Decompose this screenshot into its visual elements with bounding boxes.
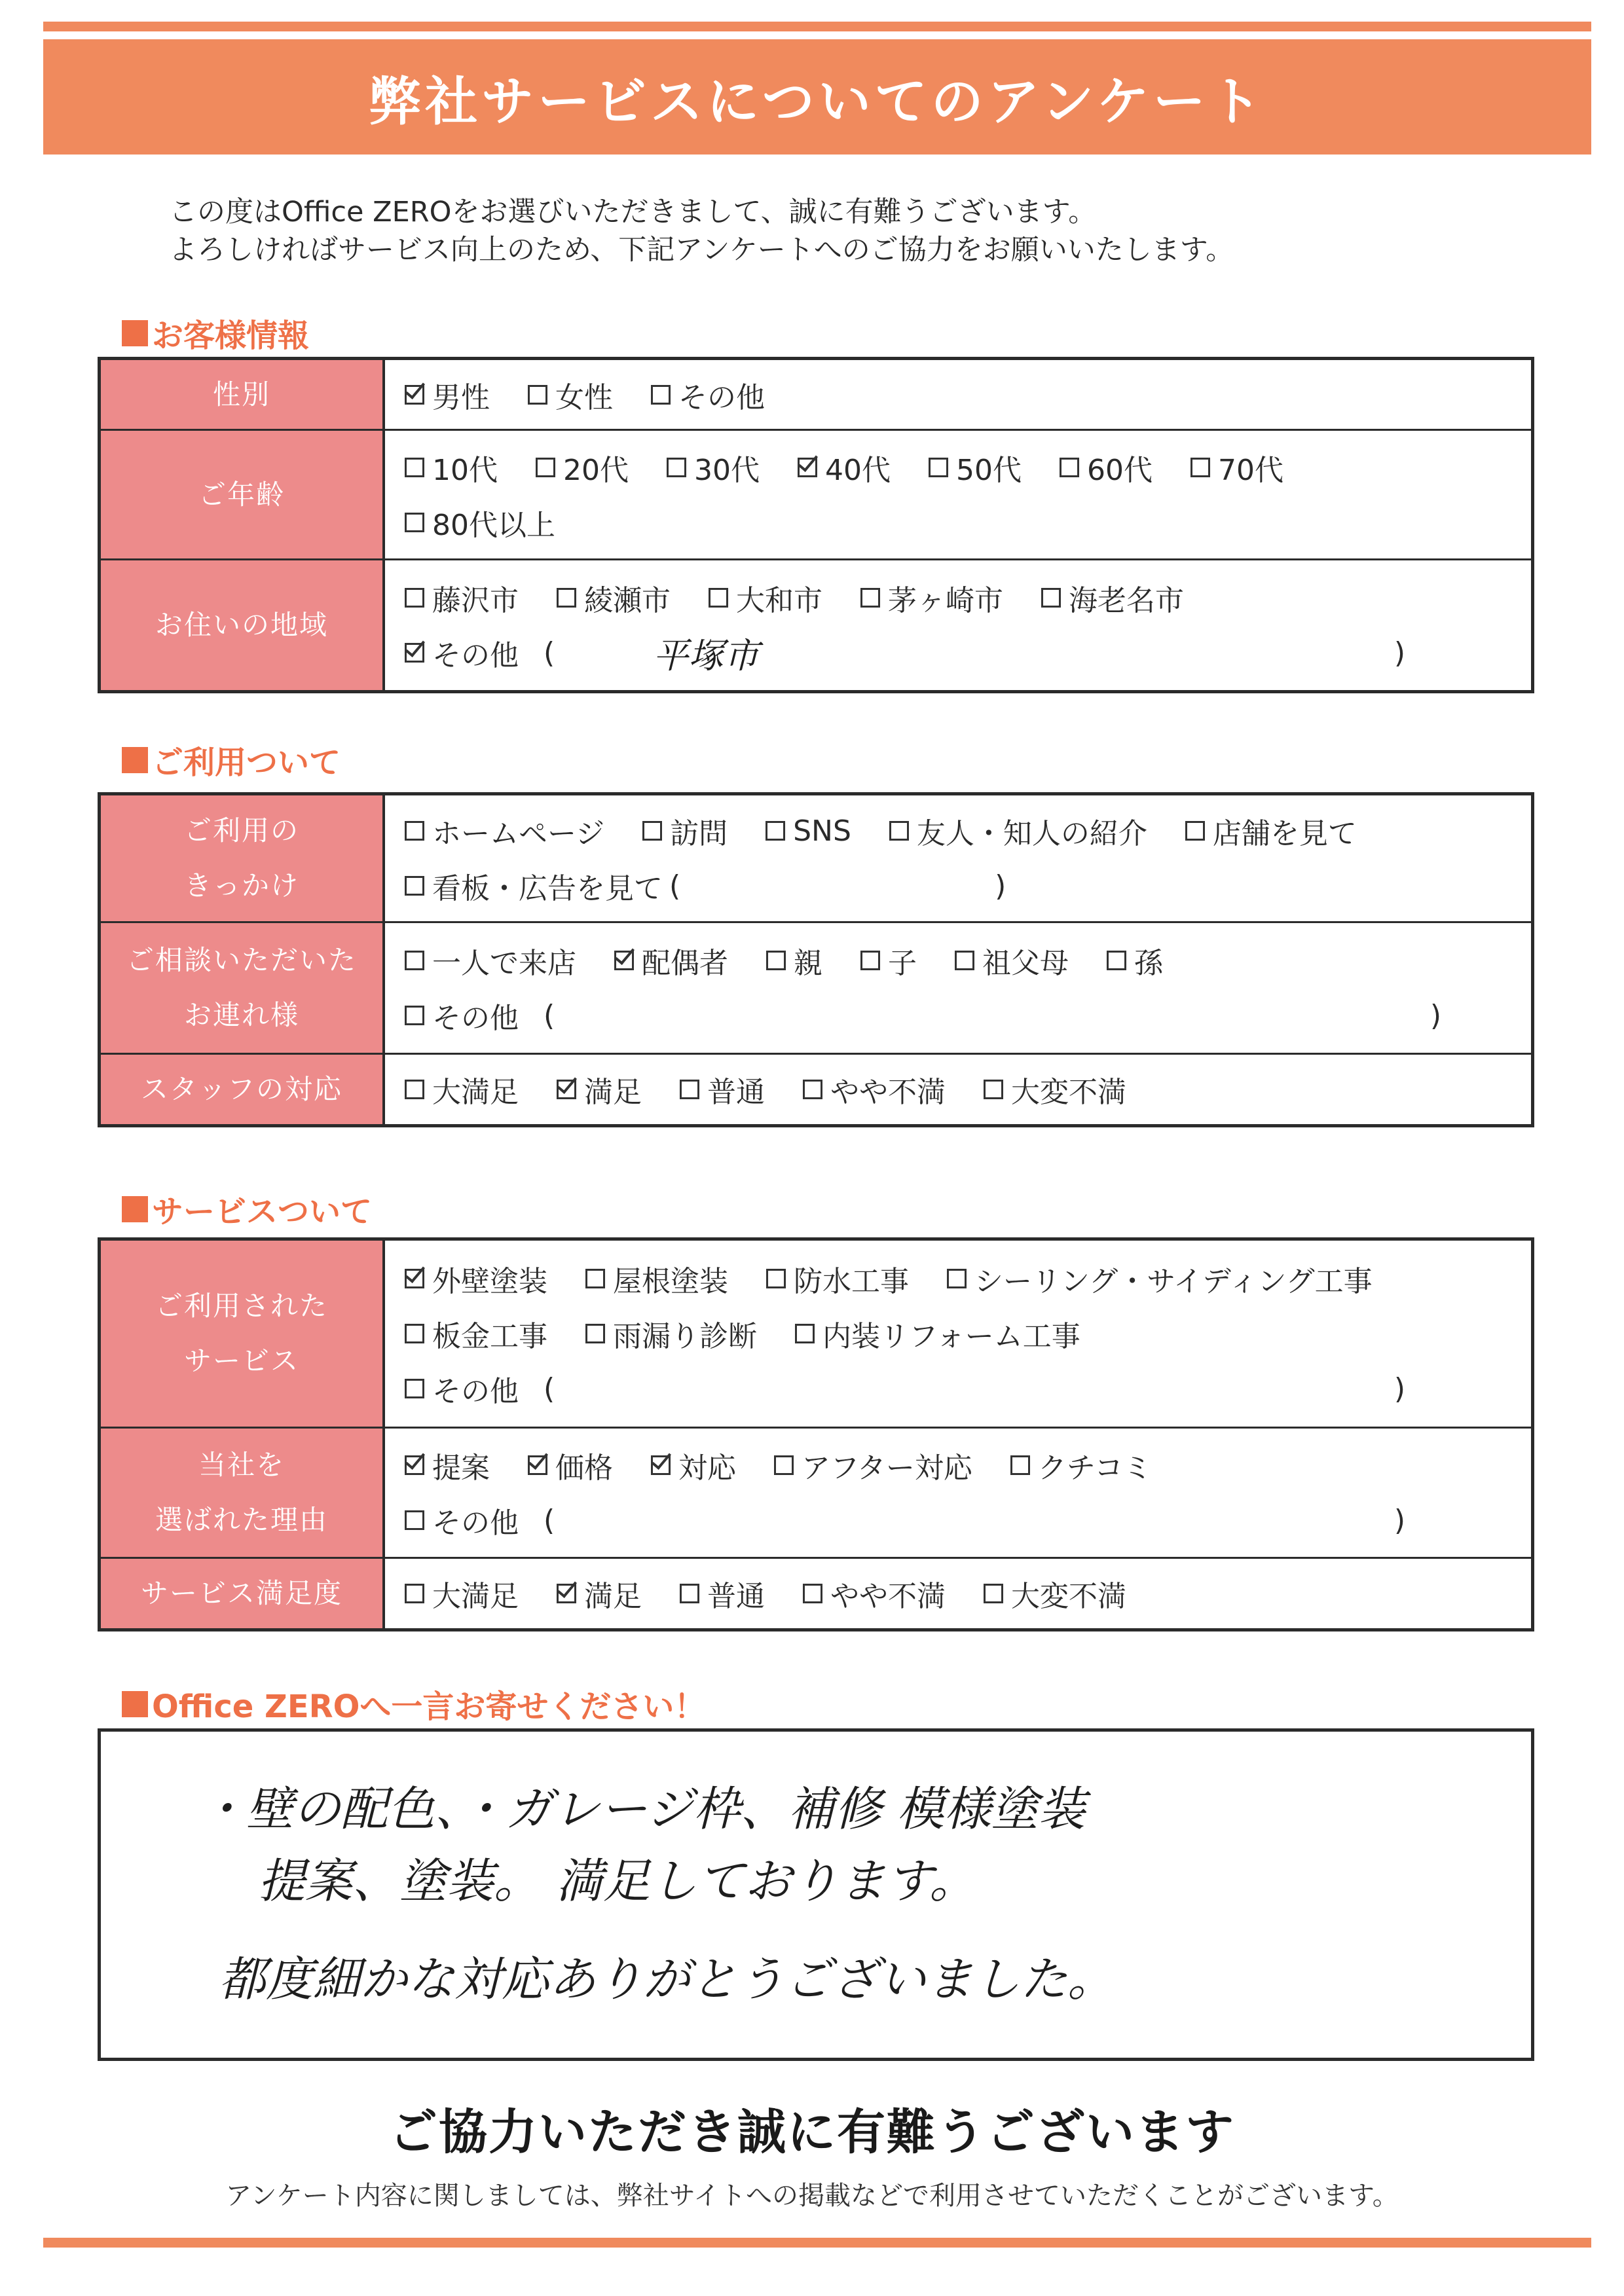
checkbox[interactable] — [405, 876, 424, 896]
checkbox-label: 訪問 — [670, 817, 728, 850]
checkbox-option[interactable] — [667, 446, 760, 488]
checkbox[interactable] — [803, 1584, 822, 1603]
checkbox[interactable] — [1185, 821, 1205, 841]
checkbox[interactable] — [1060, 458, 1079, 477]
checkbox-label: 大和市 — [736, 584, 822, 617]
checkbox[interactable] — [557, 1584, 576, 1603]
checkbox-option[interactable] — [651, 374, 765, 416]
checkbox-option[interactable] — [528, 374, 613, 416]
checkbox-label: 普通 — [707, 1076, 765, 1109]
checkbox-label: その他 — [678, 380, 765, 414]
checkbox[interactable] — [614, 951, 634, 970]
section-title-customer: お客様情報 — [122, 310, 309, 355]
checkbox-option[interactable] — [795, 1313, 1080, 1355]
checkbox-option[interactable] — [557, 577, 671, 619]
section-square-icon — [122, 1196, 148, 1222]
checkbox-label: 普通 — [707, 1580, 765, 1613]
checkbox-label: 10代 — [432, 453, 498, 487]
checkbox-label: 藤沢市 — [432, 584, 519, 617]
checkbox-option[interactable] — [889, 810, 1147, 852]
checkbox[interactable] — [1190, 458, 1210, 477]
checkbox[interactable] — [405, 1510, 424, 1530]
checkbox[interactable] — [585, 1324, 605, 1343]
checkbox-label: 雨漏り診断 — [613, 1320, 757, 1353]
checkbox-label: 価格 — [555, 1451, 613, 1485]
checkbox[interactable] — [1010, 1455, 1030, 1475]
used-options-1 — [405, 1251, 1517, 1306]
checkbox-label: 孫 — [1134, 947, 1163, 980]
checkbox-label: 大変不満 — [1011, 1580, 1126, 1613]
trigger-other-option[interactable]: 看板・広告を見て — [405, 865, 663, 907]
row-label: 当社を 選ばれた理由 — [101, 1429, 385, 1557]
checkbox-option[interactable] — [1190, 446, 1283, 488]
comment-line: 都度細かな対応ありがとうございました。 — [219, 1952, 1115, 2007]
section-square-icon — [122, 747, 148, 773]
checkbox[interactable] — [405, 1584, 424, 1603]
checkbox-option[interactable] — [405, 374, 490, 416]
checkbox-label: SNS — [793, 814, 851, 848]
checkbox-option[interactable] — [405, 446, 498, 488]
checkbox[interactable] — [766, 951, 786, 970]
age-options-2 — [405, 495, 1517, 550]
checkbox-label: 一人で来店 — [432, 947, 576, 980]
checkbox[interactable] — [405, 588, 424, 608]
checkbox-option[interactable] — [984, 1068, 1126, 1110]
checkbox-option[interactable] — [1060, 446, 1153, 488]
row-label: 性別 — [101, 360, 385, 429]
checkbox[interactable] — [642, 821, 662, 841]
area-other-option[interactable]: その他 — [405, 632, 519, 674]
checkbox[interactable] — [984, 1584, 1003, 1603]
row-label: ご利用された サービス — [101, 1241, 385, 1427]
checkbox-option[interactable] — [798, 446, 891, 488]
checkbox-option[interactable] — [1010, 1444, 1152, 1486]
checkbox-option[interactable] — [405, 577, 519, 619]
checkbox[interactable] — [860, 588, 880, 608]
checkbox-label: 海老名市 — [1069, 584, 1184, 617]
checkbox-label: 50代 — [956, 453, 1022, 487]
checkbox-label: 屋根塗装 — [613, 1265, 728, 1298]
checkbox-option[interactable] — [947, 1258, 1373, 1300]
checkbox-option[interactable] — [709, 577, 822, 619]
checkbox[interactable] — [947, 1269, 967, 1288]
checkbox[interactable] — [405, 385, 424, 405]
checkbox-option[interactable] — [405, 1258, 547, 1300]
checkbox-option[interactable] — [585, 1258, 728, 1300]
checkbox-option[interactable] — [557, 1573, 642, 1614]
checkbox-option[interactable] — [955, 939, 1069, 981]
checkbox-label: 満足 — [584, 1076, 642, 1109]
row-trigger — [101, 795, 1531, 921]
checkbox-label: シーリング・サイディング工事 — [974, 1265, 1373, 1298]
checkbox-label: 60代 — [1087, 453, 1153, 487]
section-title-usage: ご利用ついて — [122, 737, 341, 782]
area-other-value[interactable]: 平塚市 — [653, 634, 760, 676]
checkbox-option[interactable] — [405, 1313, 547, 1355]
checkbox-label: 内装リフォーム工事 — [822, 1320, 1080, 1353]
checkbox[interactable] — [528, 1455, 547, 1475]
checkbox-label: 大満足 — [432, 1076, 519, 1109]
checkbox[interactable] — [766, 821, 785, 841]
checkbox[interactable] — [585, 1269, 605, 1288]
checkbox[interactable] — [651, 385, 671, 405]
checkbox-label: 外壁塗装 — [432, 1265, 547, 1298]
checkbox[interactable] — [984, 1080, 1003, 1099]
checkbox[interactable] — [405, 1080, 424, 1099]
row-reason — [101, 1427, 1531, 1557]
checkbox-label: 20代 — [563, 453, 629, 487]
checkbox-option[interactable] — [405, 1068, 519, 1110]
checkbox-option[interactable] — [651, 1444, 736, 1486]
companion-other-option[interactable]: その他 — [405, 994, 519, 1036]
comment-line: ・壁の配色、・ガレージ枠、補修 模様塗装 — [199, 1781, 1086, 1836]
checkbox-label: 板金工事 — [432, 1320, 547, 1353]
checkbox[interactable] — [405, 1006, 424, 1025]
checkbox-option[interactable] — [405, 501, 555, 543]
checkbox-option[interactable] — [766, 814, 851, 848]
checkbox-label: 友人・知人の紹介 — [916, 817, 1147, 850]
checkbox[interactable] — [405, 1379, 424, 1398]
used-other-line: その他 ( ) — [405, 1361, 1517, 1416]
checkbox[interactable] — [536, 458, 555, 477]
checkbox-option[interactable] — [860, 577, 1003, 619]
checkbox-label: 30代 — [694, 453, 760, 487]
top-accent-line — [43, 22, 1591, 31]
checkbox-label: クチコミ — [1037, 1451, 1153, 1485]
checkbox-option[interactable] — [1107, 939, 1163, 981]
checkbox[interactable] — [860, 951, 880, 970]
section-title-service: サービスついて — [122, 1186, 372, 1231]
checkbox-label: 40代 — [825, 453, 891, 487]
checkbox-label: 女性 — [555, 380, 613, 414]
row-label: お住いの地域 — [101, 560, 385, 690]
checkbox[interactable] — [1041, 588, 1061, 608]
checkbox[interactable] — [1107, 951, 1126, 970]
checkbox-option[interactable] — [803, 1068, 946, 1110]
checkbox-option[interactable] — [405, 1444, 490, 1486]
checkbox[interactable] — [795, 1324, 815, 1343]
checkbox[interactable] — [557, 588, 576, 608]
checkbox-option[interactable] — [405, 1573, 519, 1614]
checkbox[interactable] — [405, 643, 424, 663]
checkbox[interactable] — [929, 458, 948, 477]
satisfaction-options — [405, 1566, 1517, 1621]
checkbox-label: やや不満 — [830, 1076, 946, 1109]
footnote: アンケート内容に関しましては、弊社サイトへの掲載などで利用させていただくことがございます。 — [225, 2181, 1399, 2211]
checkbox-label: 子 — [888, 947, 917, 980]
checkbox[interactable] — [680, 1080, 699, 1099]
checkbox-label: 対応 — [678, 1451, 736, 1485]
checkbox-option[interactable] — [536, 446, 629, 488]
comment-box[interactable] — [98, 1728, 1534, 2061]
comment-line: 提案、塗装。 満足しております。 — [258, 1853, 977, 1908]
row-label: スタッフの対応 — [101, 1055, 385, 1124]
checkbox-label: アフター対応 — [802, 1451, 972, 1485]
checkbox-option[interactable] — [803, 1573, 946, 1614]
checkbox-label: 満足 — [584, 1580, 642, 1613]
checkbox[interactable] — [405, 1269, 424, 1288]
checkbox-label: 提案 — [432, 1451, 490, 1485]
age-options-1 — [405, 440, 1517, 495]
checkbox-label: 大満足 — [432, 1580, 519, 1613]
survey-title: 弊社サービスについてのアンケート — [369, 71, 1266, 132]
checkbox-option[interactable] — [766, 1258, 909, 1300]
row-label: サービス満足度 — [101, 1559, 385, 1628]
checkbox[interactable] — [709, 588, 728, 608]
checkbox-option[interactable] — [614, 939, 728, 981]
checkbox-label: 防水工事 — [794, 1265, 909, 1298]
checkbox-label: 祖父母 — [982, 947, 1069, 980]
checkbox-option[interactable] — [585, 1313, 757, 1355]
row-satisfaction — [101, 1557, 1531, 1628]
checkbox[interactable] — [651, 1455, 671, 1475]
checkbox-label: 店舗を見て — [1212, 817, 1357, 850]
checkbox-option[interactable] — [680, 1573, 765, 1614]
checkbox-option[interactable] — [1185, 810, 1357, 852]
reason-options — [405, 1438, 1517, 1493]
reason-other-option[interactable]: その他 — [405, 1499, 519, 1541]
section-square-icon — [122, 320, 148, 346]
area-options — [405, 570, 1517, 625]
checkbox[interactable] — [955, 951, 974, 970]
trigger-options — [405, 803, 1517, 858]
row-used-service — [101, 1241, 1531, 1427]
used-options-2 — [405, 1306, 1517, 1361]
row-label: ご利用の きっかけ — [101, 795, 385, 921]
row-staff — [101, 1053, 1531, 1124]
row-companion — [101, 921, 1531, 1053]
checkbox[interactable] — [557, 1080, 576, 1099]
checkbox-option[interactable] — [929, 446, 1022, 488]
intro-text — [169, 193, 1234, 269]
companion-other-line: その他 ( ) — [405, 988, 1517, 1043]
section-square-icon — [122, 1691, 148, 1717]
row-area — [101, 558, 1531, 690]
checkbox-option[interactable] — [642, 810, 728, 852]
checkbox-label: 男性 — [432, 380, 490, 414]
row-age — [101, 429, 1531, 558]
area-other-line: その他 ( 平塚市 ) — [405, 625, 1517, 680]
checkbox[interactable] — [405, 1455, 424, 1475]
checkbox[interactable] — [803, 1080, 822, 1099]
checkbox-option[interactable] — [984, 1573, 1126, 1614]
checkbox-option[interactable] — [405, 939, 576, 981]
checkbox[interactable] — [405, 458, 424, 477]
bottom-accent-line — [43, 2238, 1591, 2248]
checkbox-label: 70代 — [1218, 453, 1283, 487]
thanks-heading: ご協力いただき誠に有難うございます — [389, 2104, 1235, 2160]
checkbox-label: 80代以上 — [432, 508, 555, 542]
used-other-option[interactable]: その他 — [405, 1368, 519, 1410]
service-table — [98, 1237, 1534, 1631]
checkbox-label: 配偶者 — [642, 947, 728, 980]
intro-line: よろしければサービス向上のため、下記アンケートへのご協力をお願いいたします。 — [169, 234, 1234, 266]
checkbox[interactable] — [798, 458, 817, 477]
checkbox-label: やや不満 — [830, 1580, 946, 1613]
checkbox-label: 大変不満 — [1011, 1076, 1126, 1109]
checkbox[interactable] — [405, 821, 424, 841]
checkbox[interactable] — [405, 951, 424, 970]
checkbox-option[interactable] — [528, 1444, 613, 1486]
customer-info-table — [98, 357, 1534, 693]
gender-options — [405, 367, 1517, 422]
usage-table — [98, 792, 1534, 1127]
checkbox[interactable] — [766, 1269, 786, 1288]
intro-line: この度はOffice ZEROをお選びいただきまして、誠に有難うございます。 — [169, 196, 1097, 228]
checkbox[interactable] — [405, 513, 424, 532]
checkbox[interactable] — [774, 1455, 794, 1475]
checkbox[interactable] — [667, 458, 686, 477]
checkbox-label: ホームページ — [432, 817, 605, 850]
row-label: ご年齢 — [101, 431, 385, 558]
checkbox[interactable] — [889, 821, 909, 841]
checkbox-option[interactable] — [774, 1444, 972, 1486]
trigger-other-line: 看板・広告を見て ( ) — [405, 858, 1517, 913]
checkbox-option[interactable] — [557, 1068, 642, 1110]
checkbox-option[interactable] — [1041, 577, 1184, 619]
checkbox[interactable] — [680, 1584, 699, 1603]
checkbox-label: 親 — [794, 947, 822, 980]
companion-options — [405, 933, 1517, 988]
checkbox-option[interactable] — [405, 810, 604, 852]
checkbox-option[interactable] — [766, 939, 822, 981]
checkbox-label: 綾瀬市 — [584, 584, 671, 617]
reason-other-line: その他 ( ) — [405, 1493, 1517, 1548]
section-title-comment: Office ZEROへ一言お寄せください！ — [122, 1681, 705, 1726]
row-label: ご相談いただいた お連れ様 — [101, 923, 385, 1053]
staff-options — [405, 1062, 1517, 1117]
checkbox[interactable] — [405, 1324, 424, 1343]
checkbox-option[interactable] — [680, 1068, 765, 1110]
row-gender — [101, 360, 1531, 429]
checkbox-option[interactable] — [860, 939, 917, 981]
checkbox[interactable] — [528, 385, 547, 405]
checkbox-label: 茅ヶ崎市 — [888, 584, 1003, 617]
title-banner — [43, 39, 1591, 155]
